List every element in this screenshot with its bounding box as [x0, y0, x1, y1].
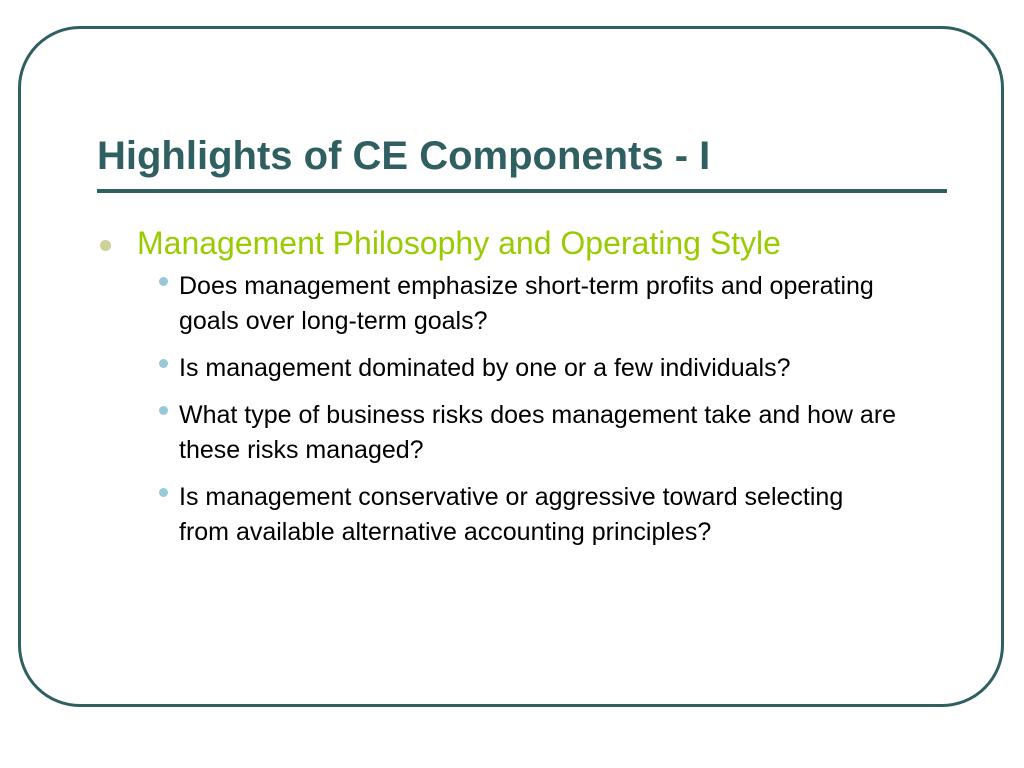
sub-bullet-item	[179, 269, 899, 339]
bullet-list	[97, 223, 957, 562]
slide-title: Highlights of CE Components - I	[97, 134, 711, 178]
sub-bullet-text: Does management emphasize short-term profits and operating goals over long-term goals?	[179, 272, 874, 335]
sub-bullet-item	[179, 480, 899, 550]
title-underline	[97, 189, 947, 193]
sub-bullet-dot-icon	[159, 488, 168, 497]
sub-bullet-item	[179, 351, 899, 386]
sub-bullet-text: What type of business risks does management take and how are these risks managed?	[179, 401, 897, 464]
bullet-item	[97, 223, 957, 263]
sub-bullet-dot-icon	[159, 406, 168, 415]
sub-bullet-dot-icon	[159, 359, 168, 368]
sub-bullet-list	[97, 269, 957, 550]
sub-bullet-item	[179, 398, 899, 468]
sub-bullet-dot-icon	[159, 277, 168, 286]
bullet-dot-icon	[100, 240, 111, 251]
sub-bullet-text: Is management dominated by one or a few individuals?	[179, 354, 791, 382]
sub-bullet-text: Is management conservative or aggressive toward selecting from available alternative accounting principles?	[179, 483, 844, 546]
bullet-text: Management Philosophy and Operating Style	[137, 225, 781, 261]
